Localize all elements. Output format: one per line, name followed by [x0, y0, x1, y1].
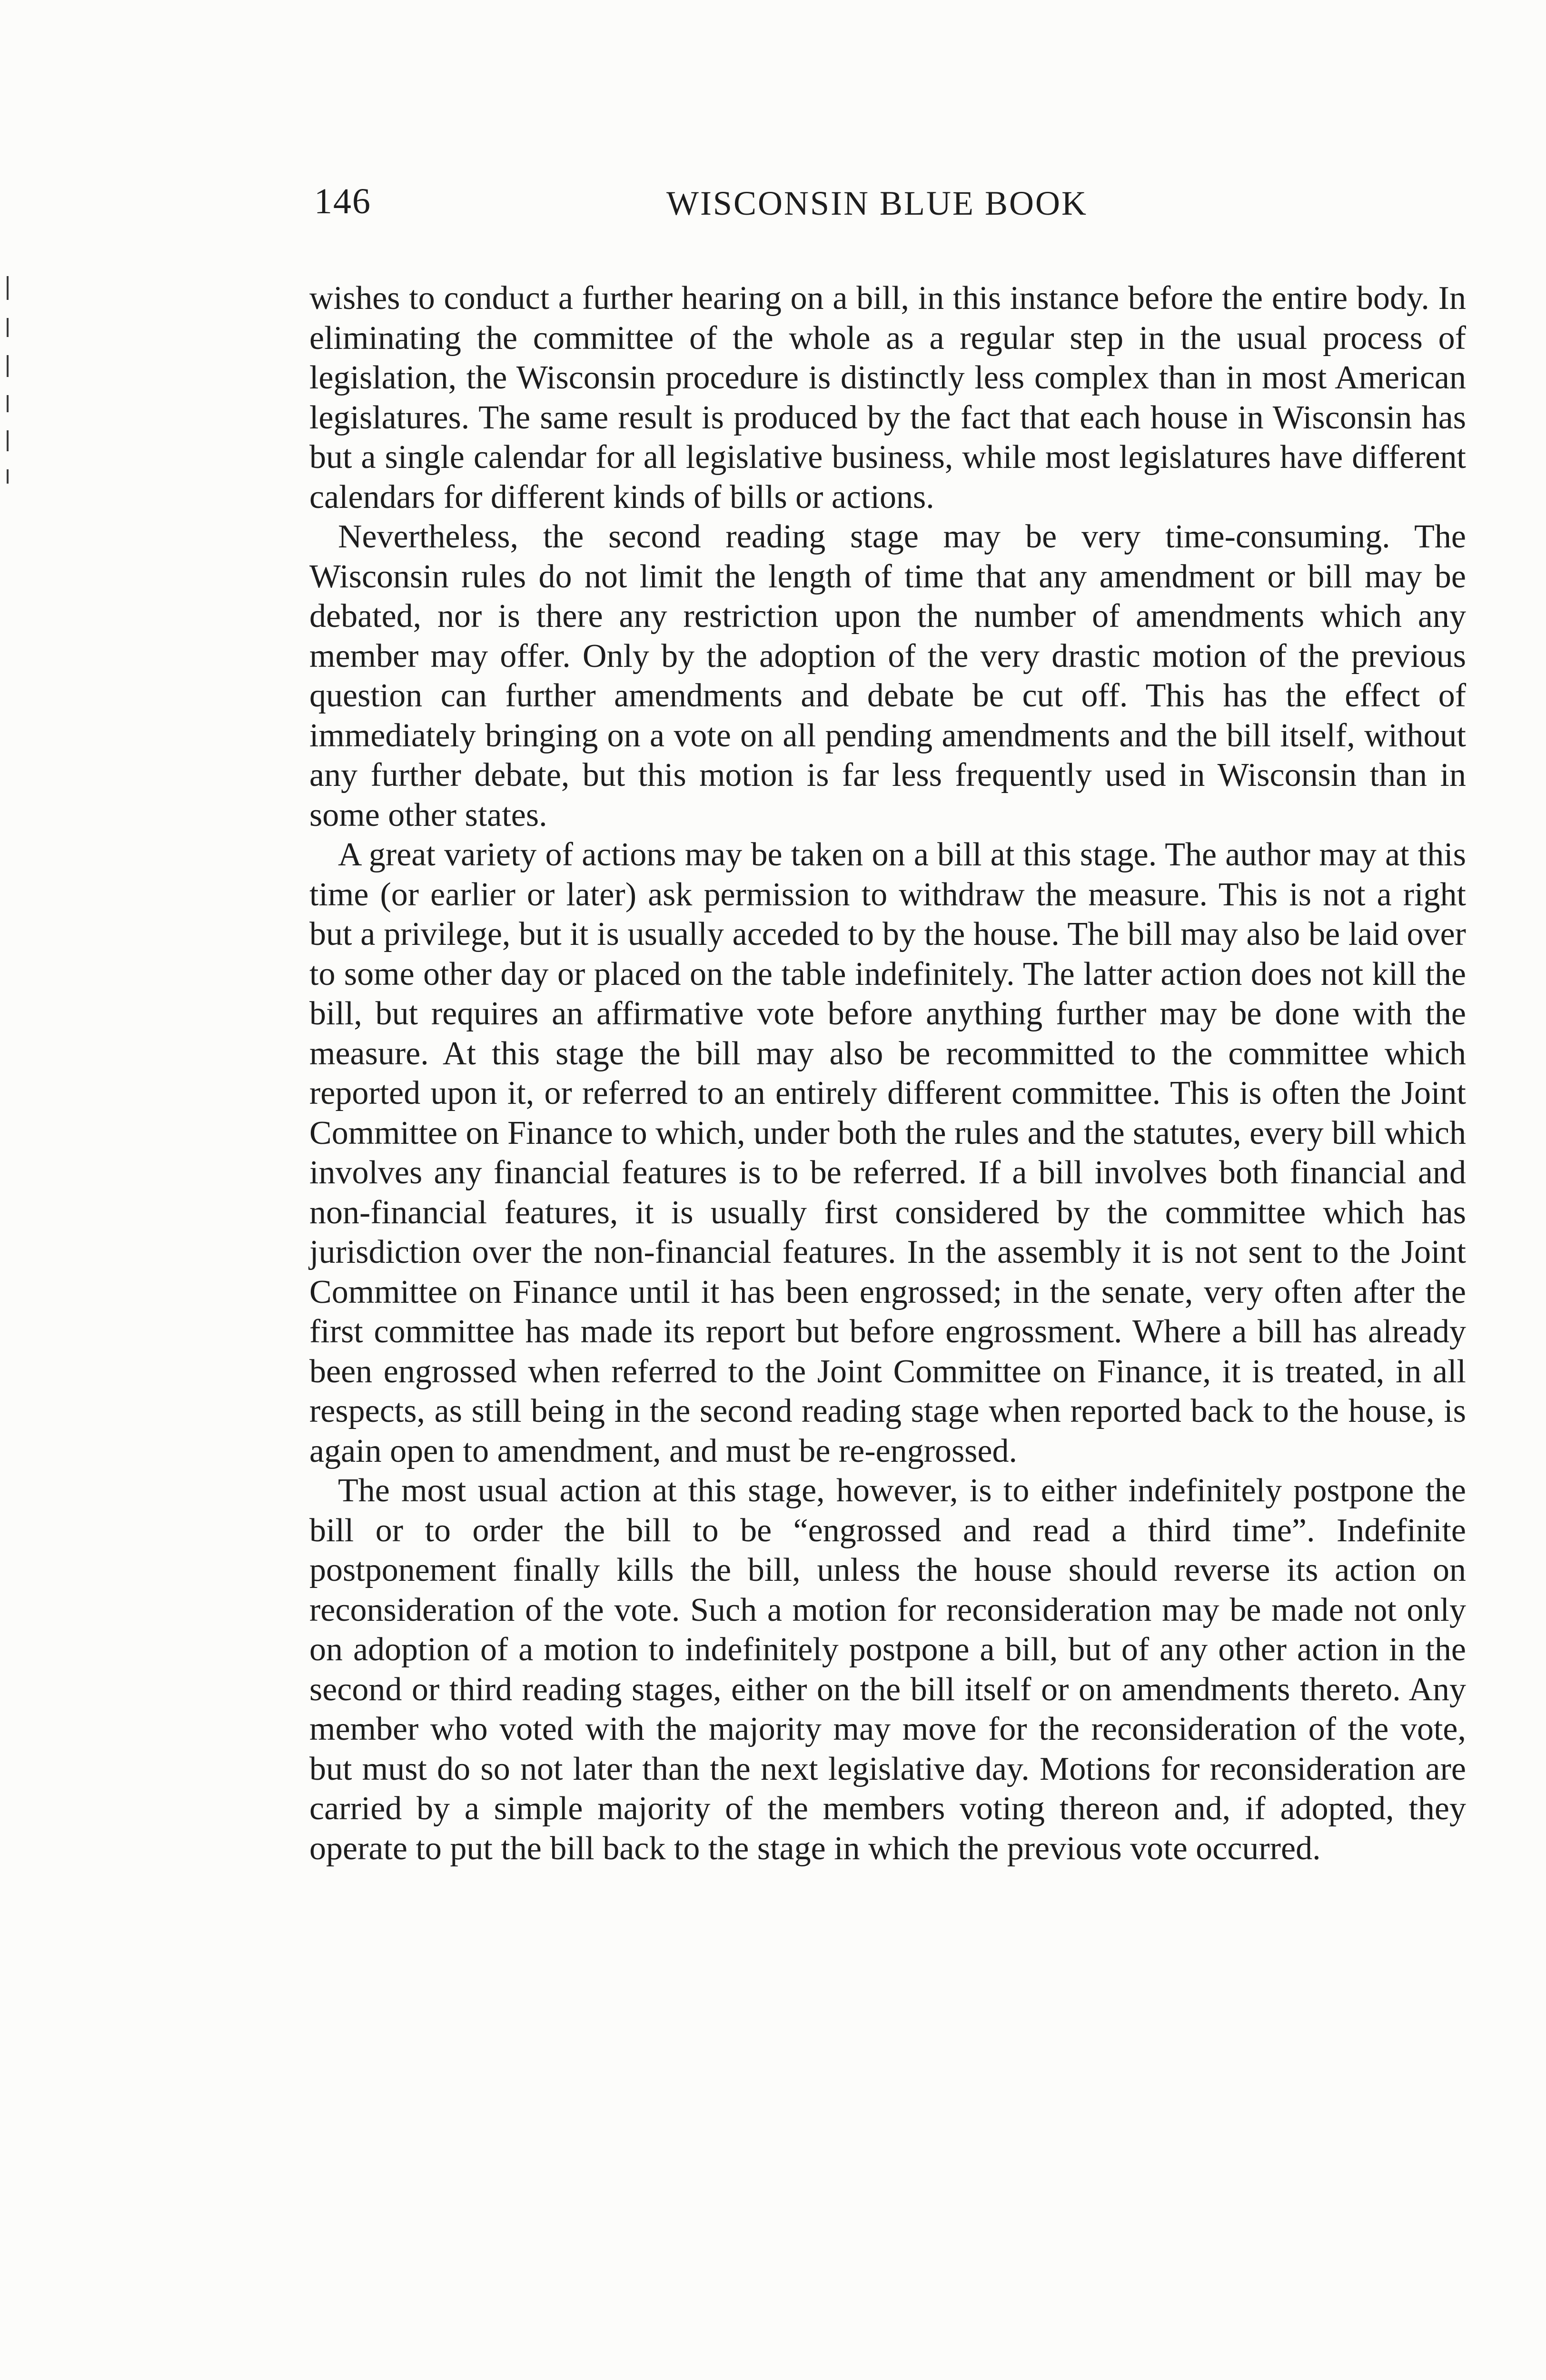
page-number: 146: [314, 181, 371, 221]
binding-mark: [7, 355, 9, 377]
paragraph: A great variety of actions may be taken on a bill at this stage. The author may at this time (or earlier or later) ask permission to withdraw the measure. This is not a right but a privilege, but it is usually acceded to by the house. The bill may also be laid over to some other day or placed on the table indefinitely. The latter action does not kill the bill, but requires an affirmative vote before anything further may be done with the measure. At this stage the bill may also be recommitted to the committee which reported upon it, or referred to an entirely different committee. This is often the Joint Committee on Finance to which, under both the rules and the statutes, every bill which involves any financial features is to be referred. If a bill involves both financial and non-financial features, it is usually first considered by the committee which has jurisdiction over the non-financial features. In the assembly it is not sent to the Joint Committee on Finance until it has been engrossed; in the senate, very often after the first committee has made its report but before engrossment. Where a bill has already been engrossed when referred to the Joint Committee on Finance, it is treated, in all respects, as still being in the second reading stage when reported back to the house, is again open to amendment, and must be re-engrossed.: [309, 836, 1467, 1469]
running-title: WISCONSIN BLUE BOOK: [666, 184, 1088, 222]
binding-mark: [7, 469, 9, 484]
margin-binding-marks: [7, 276, 10, 543]
body-text: [309, 278, 1466, 1868]
paragraph: The most usual action at this stage, however, is to either indefinitely postpone the bill or to order the bill to be “engrossed and read a third time”. Indefinite postponement finally kills the bill, unless the house should reverse its action on reconsideration of the vote. Such a motion for reconsideration may be made not only on adoption of a motion to indefinitely postpone a bill, but of any other action in the second or third reading stages, either on the bill itself or on amendments thereto. Any member who voted with the majority may move for the reconsideration of the vote, but must do so not later than the next legislative day. Motions for reconsideration are carried by a simple majority of the members voting thereon and, if adopted, they operate to put the bill back to the stage in which the previous vote occurred.: [309, 1472, 1466, 1867]
binding-mark: [7, 318, 9, 337]
binding-mark: [7, 276, 9, 300]
paragraph: wishes to conduct a further hearing on a bill, in this instance before the entire body. In eliminating the committee of the whole as a regular step in the usual process of legislation, the Wisconsin procedure is distinctly less complex than in most American legislatures. The same result is produced by the fact that each house in Wisconsin has but a single calendar for all legislative business, while most legislatures have different calendars for different kinds of bills or actions.: [309, 280, 1466, 516]
paragraph: Nevertheless, the second reading stage may be very time-consuming. The Wisconsin rules do not limit the length of time that any amendment or bill may be debated, nor is there any restriction upon the number of amendments which any member may offer. Only by the adoption of the very drastic motion of the previous question can further amendments and debate be cut off. This has the effect of immediately bringing on a vote on all pending amendments and the bill itself, without any further debate, but this motion is far less frequently used in Wisconsin than in some other states.: [309, 518, 1466, 833]
binding-mark: [7, 395, 9, 412]
running-head: [314, 181, 1485, 238]
binding-mark: [7, 430, 9, 451]
